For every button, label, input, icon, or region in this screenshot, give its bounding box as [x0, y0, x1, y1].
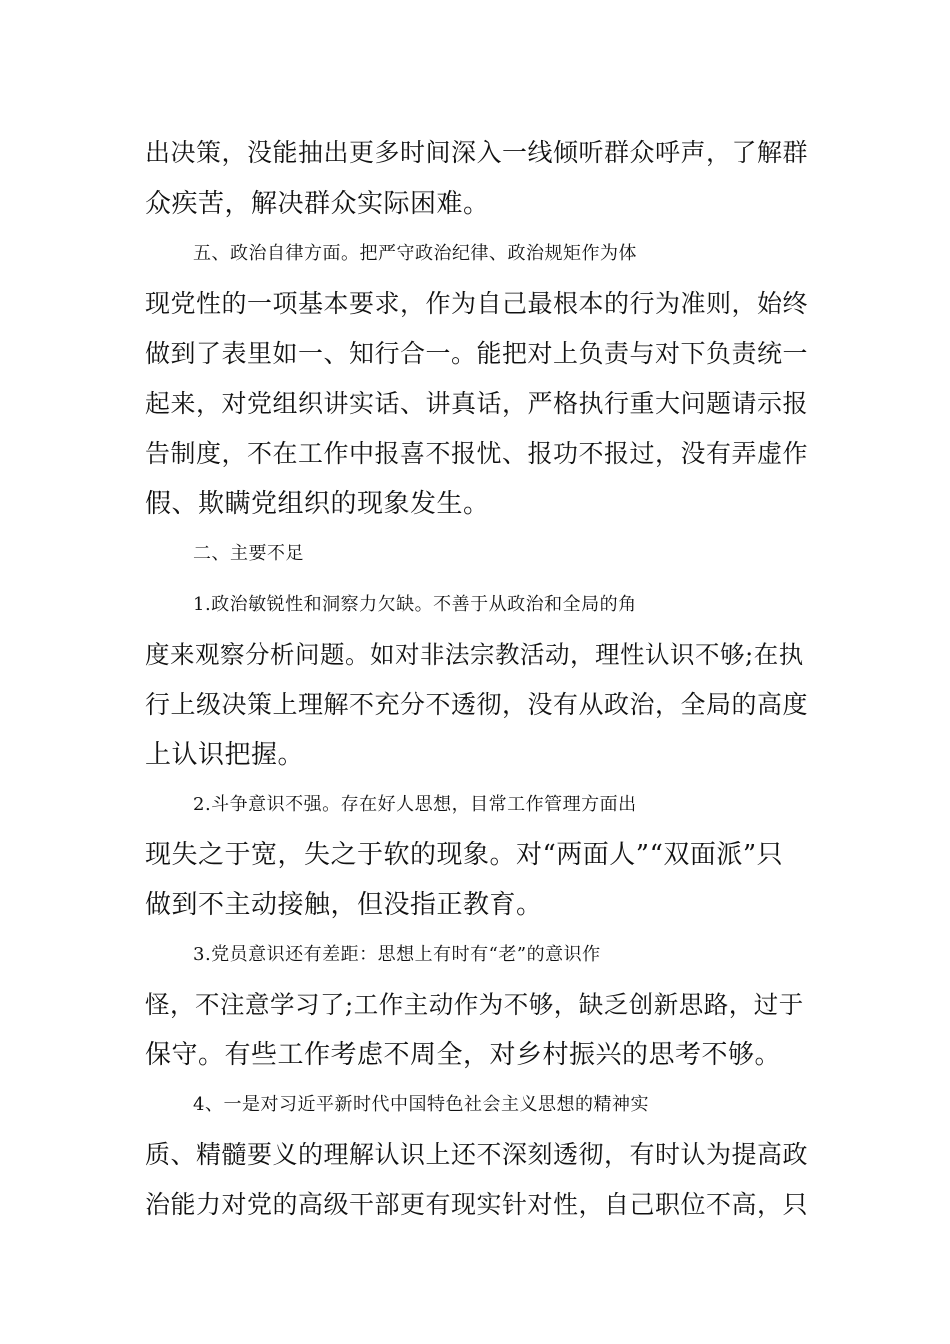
paragraph-start-line: 2.斗争意识不强。存在好人思想，目常工作管理方面出: [193, 794, 637, 815]
paragraph-start-line: 五、政治自律方面。把严守政治纪律、政治规矩作为体: [193, 243, 637, 264]
text-line: 假、欺瞒党组织的现象发生。: [145, 489, 490, 519]
section-heading: 二、主要不足: [193, 543, 304, 564]
text-line: 上认识把握。: [145, 740, 305, 770]
text-line: 行上级决策上理解不充分不透彻，没有从政治，全局的高度: [145, 690, 809, 719]
text-line: 起来，对党组织讲实话、讲真话，严格执行重大问题请示报: [145, 389, 809, 418]
paragraph-start-line: 4、一是对习近平新时代中国特色社会主义思想的精神实: [193, 1094, 649, 1115]
paragraph-start-line: 3.党员意识还有差距：思想上有时有“老”的意识作: [193, 944, 601, 965]
text-line: 众疾苦，解决群众实际困难。: [145, 189, 490, 219]
text-line: 治能力对党的高级干部更有现实针对性，自己职位不高，只: [145, 1190, 809, 1219]
text-line: 保守。有些工作考虑不周全，对乡村振兴的思考不够。: [145, 1040, 782, 1070]
text-line: 做到了表里如一、知行合一。能把对上负责与对下负责统一: [145, 339, 809, 368]
text-line: 做到不主动接触，但没指正教育。: [145, 890, 543, 920]
text-line: 现失之于宽，失之于软的现象。对“两面人”“双面派”只: [145, 840, 784, 870]
text-line: 怪，不注意学习了;工作主动作为不够，缺乏创新思路，过于: [145, 990, 804, 1019]
text-line: 现党性的一项基本要求，作为自己最根本的行为准则，始终: [145, 289, 809, 318]
paragraph-start-line: 1.政治敏锐性和洞察力欠缺。不善于从政治和全局的角: [193, 594, 637, 615]
text-line: 出决策，没能抽出更多时间深入一线倾听群众呼声，了解群: [145, 138, 809, 167]
text-line: 告制度，不在工作中报喜不报忧、报功不报过，没有弄虚作: [145, 439, 809, 468]
text-line: 度来观察分析问题。如对非法宗教活动，理性认识不够;在执: [145, 640, 804, 669]
text-line: 质、精髓要义的理解认识上还不深刻透彻，有时认为提高政: [145, 1140, 809, 1169]
